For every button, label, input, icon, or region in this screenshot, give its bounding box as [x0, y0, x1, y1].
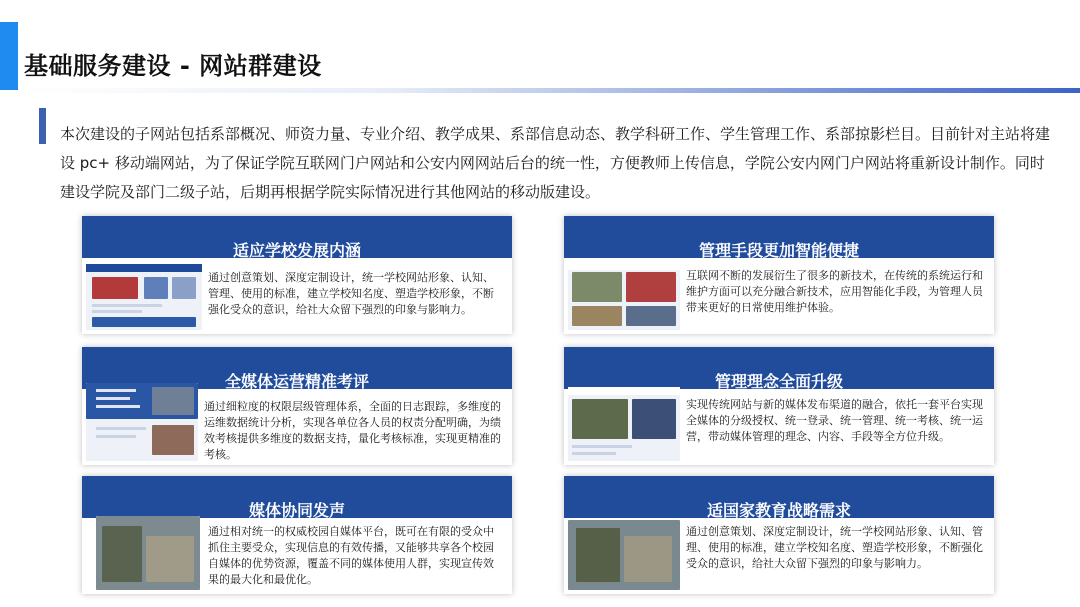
website-screenshot-thumbnail [568, 387, 680, 461]
card-media-evaluation [82, 347, 512, 465]
card-smart-management [564, 216, 994, 334]
card-title: 适国家教育战略需求 [706, 501, 851, 520]
website-screenshot-thumbnail [568, 520, 680, 590]
card-title: 全媒体运营精准考评 [224, 372, 369, 391]
card-title: 管理手段更加智能便捷 [698, 241, 859, 260]
website-screenshot-thumbnail [86, 383, 198, 461]
card-title: 媒体协同发声 [248, 501, 345, 520]
card-school-development [82, 216, 512, 334]
intro-paragraph: 本次建设的子网站包括系部概况、师资力量、专业介绍、教学成果、系部信息动态、教学科研工作、学生管理工作、系部掠影栏目。目前针对主站将建设 pc+ 移动端网站，为了保证学院互联网门户网站和公安内网网站后台的统一性，方便教师上传信息，学院公安内网门户网站将重新设计制作。同时建设学院及部门二级子站，后期再根据学院实际情况进行其他网站的移动版建设。 [60, 125, 1051, 201]
card-description: 通过创意策划、深度定制设计，统一学校网站形象、认知、管理、使用的标准，建立学校知名度、塑造学校形象，不断强化受众的意识，给社大众留下强烈的印象与影响力。 [208, 271, 494, 316]
card-management-upgrade [564, 347, 994, 465]
card-description: 通过细粒度的权限层级管理体系，全面的日志跟踪，多维度的运维数据统计分析，实现各单位各人员的权责分配明确，为绩效考核提供多维度的数据支持，量化考核标准，实现更精准的考核。 [204, 400, 501, 461]
card-title: 适应学校发展内涵 [232, 241, 361, 260]
page-title: 基础服务建设 - 网站群建设 [24, 52, 322, 80]
title-accent-bar [0, 22, 18, 90]
card-description: 通过相对统一的权威校园自媒体平台，既可在有限的受众中抓住主要受众，实现信息的有效传播，又能够共享各个校园自媒体的优势资源，覆盖不同的媒体使用人群，实现宣传效果的最大化和最优化。 [208, 525, 494, 586]
website-screenshot-thumbnail [86, 264, 202, 330]
card-description: 互联网不断的发展衍生了很多的新技术，在传统的系统运行和维护方面可以充分融合新技术，应用智能化手段，为管理人员带来更好的日常使用维护体验。 [686, 269, 983, 314]
intro-marker [39, 108, 46, 144]
card-media-collaboration [82, 476, 512, 594]
card-national-strategy [564, 476, 994, 594]
card-description: 通过创意策划、深度定制设计，统一学校网站形象、认知、管理、使用的标准，建立学校知名度、塑造学校形象，不断强化受众的意识，给社大众留下强烈的印象与影响力。 [686, 525, 983, 570]
card-description: 实现传统网站与新的媒体发布渠道的融合，依托一套平台实现全媒体的分级授权、统一登录、统一管理、统一考核、统一运营，带动媒体管理的理念、内容、手段等全方位升级。 [686, 398, 983, 443]
card-title: 管理理念全面升级 [714, 372, 843, 391]
website-screenshot-thumbnail [568, 264, 680, 330]
title-underline [24, 88, 1080, 93]
website-screenshot-thumbnail [96, 516, 200, 590]
